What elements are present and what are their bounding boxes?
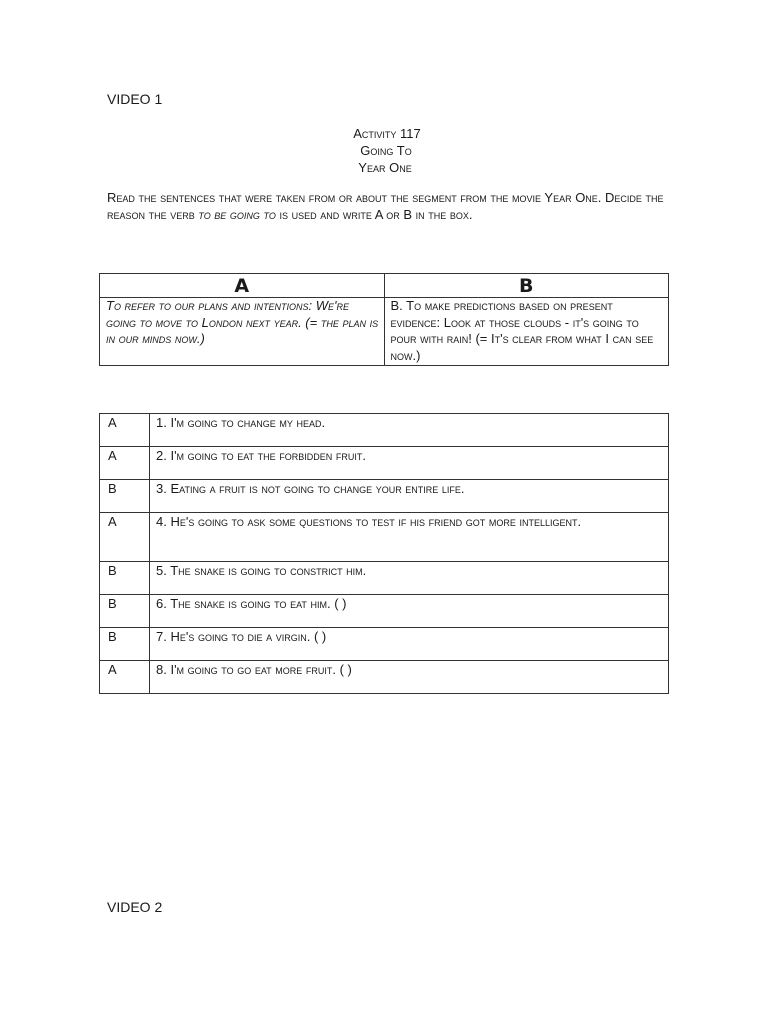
answer-row: [100, 661, 669, 694]
answer-row: [100, 513, 669, 562]
sentence-cell: 2. I'm going to eat the forbidden fruit.: [150, 447, 669, 480]
answer-cell[interactable]: A: [100, 513, 150, 562]
answers-table: [99, 413, 669, 694]
sentence-cell: 8. I'm going to go eat more fruit. ( ): [150, 661, 669, 694]
answer-cell[interactable]: B: [100, 562, 150, 595]
video-2-heading: VIDEO 2: [107, 899, 163, 915]
answer-cell[interactable]: A: [100, 447, 150, 480]
key-header-b: B: [384, 274, 669, 298]
sentence-cell: 3. Eating a fruit is not going to change your entire life.: [150, 480, 669, 513]
instructions-verb: to be going to: [198, 206, 276, 222]
answer-row: [100, 595, 669, 628]
key-description-a: To refer to our plans and intentions: We're going to move to London next year. (= the plan is in our minds now.): [100, 298, 385, 366]
instructions: [107, 190, 667, 223]
answer-cell[interactable]: A: [100, 661, 150, 694]
video-1-heading: VIDEO 1: [107, 91, 163, 107]
answer-row: [100, 628, 669, 661]
answer-row: [100, 447, 669, 480]
sentence-cell: 4. He's going to ask some questions to test if his friend got more intelligent.: [150, 513, 669, 562]
answer-cell[interactable]: B: [100, 480, 150, 513]
key-table: [99, 273, 669, 366]
instructions-part-1: Read the sentences that were taken from or about the segment from the movie Year One. Decide the reason the verb: [107, 190, 664, 222]
answer-cell[interactable]: B: [100, 628, 150, 661]
key-table-header-row: [100, 274, 669, 298]
answer-row: [100, 562, 669, 595]
activity-title-block: [300, 125, 470, 176]
instructions-part-2: is used and write A or B in the box.: [275, 206, 473, 222]
key-table-description-row: [100, 298, 669, 366]
answer-cell[interactable]: A: [100, 414, 150, 447]
sentence-cell: 6. The snake is going to eat him. ( ): [150, 595, 669, 628]
sentence-cell: 5. The snake is going to constrict him.: [150, 562, 669, 595]
activity-title: Activity 117: [353, 126, 421, 141]
movie-title: Year One: [358, 160, 412, 175]
key-header-a: A: [100, 274, 385, 298]
answer-row: [100, 414, 669, 447]
key-description-b: B. To make predictions based on present evidence: Look at those clouds - it's going to pour with rain! (= It's clear from what I can see now.): [384, 298, 669, 366]
sentence-cell: 7. He's going to die a virgin. ( ): [150, 628, 669, 661]
sentence-cell: 1. I'm going to change my head.: [150, 414, 669, 447]
answer-cell[interactable]: B: [100, 595, 150, 628]
answer-row: [100, 480, 669, 513]
activity-subtitle: Going To: [360, 143, 412, 158]
